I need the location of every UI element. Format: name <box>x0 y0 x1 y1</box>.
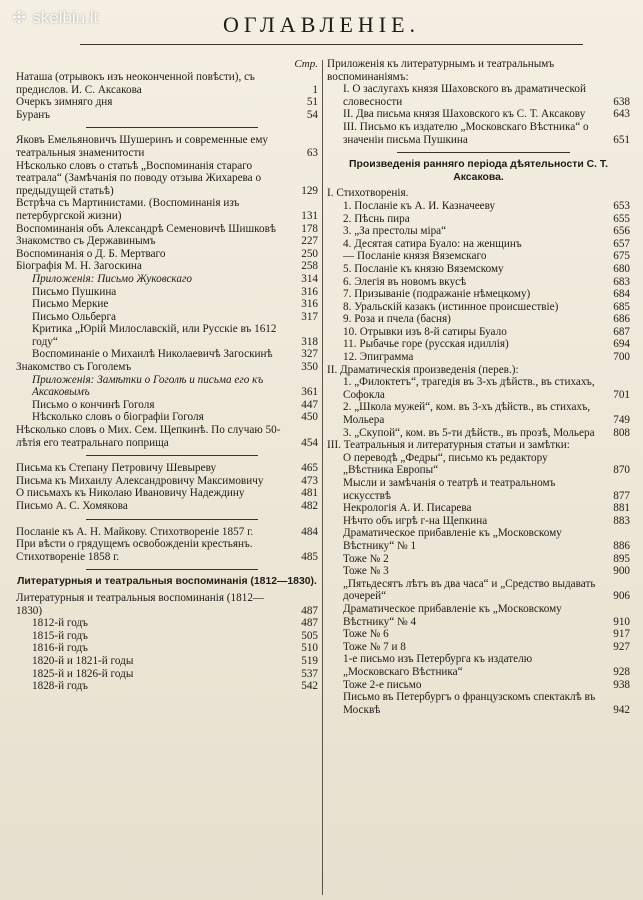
entry-title: Знакомство съ Державинымъ <box>16 235 156 248</box>
page-number: 131 <box>301 209 318 222</box>
page-number: 877 <box>613 489 630 502</box>
page-title: ОГЛАВЛЕНІЕ. <box>222 12 421 37</box>
divider <box>86 519 258 520</box>
entry-title: 4. Десятая сатира Буало: на женщинъ <box>343 237 522 250</box>
page-number: 694 <box>613 338 630 351</box>
left-column <box>16 58 318 693</box>
page-number: 680 <box>613 262 630 275</box>
entry-title: Нѣсколько словъ о біографіи Гоголя <box>32 411 204 424</box>
toc-entry <box>16 160 318 198</box>
page-number: 928 <box>613 665 630 678</box>
page-number: 178 <box>301 222 318 235</box>
toc-entry <box>16 323 318 348</box>
toc-entry <box>327 691 630 716</box>
toc-entry <box>327 653 630 678</box>
page-number: 656 <box>613 225 630 238</box>
toc-entry <box>16 96 318 109</box>
toc-entry <box>327 401 630 426</box>
toc-entry <box>327 477 630 502</box>
entry-title: При вѣсти о грядущемъ освобожденіи крестьянъ. Стихотвореніе 1858 г. <box>16 538 253 563</box>
toc-entry <box>327 326 630 339</box>
toc-entry <box>327 288 630 301</box>
page-number: 465 <box>301 462 318 475</box>
toc-entry <box>327 641 630 654</box>
entry-title: Письмо А. С. Хомякова <box>16 500 128 512</box>
toc-entry <box>327 225 630 238</box>
watermark-text: skelbiu.lt <box>32 8 99 27</box>
entry-title: 1820-й и 1821-й годы <box>32 654 134 667</box>
entry-title: Воспоминаніе о Михаилѣ Николаевичѣ Загоскинѣ <box>32 348 273 361</box>
toc-entry <box>16 311 318 324</box>
page-number: 700 <box>613 351 630 364</box>
entry-title: Нѣсколько словъ о статьѣ „Воспоминанія стараго театрала“ (Замѣчанія по поводу отзыва Жихарева о предыдущей статьѣ) <box>16 159 262 197</box>
entry-title: Драматическое прибавленіе къ „Московскому Вѣстнику“ № 1 <box>343 527 562 552</box>
toc-entry <box>327 452 630 477</box>
entry-title: 1. Посланіе къ А. И. Казначееву <box>343 199 496 212</box>
page-number: 684 <box>613 288 630 301</box>
column-divider <box>322 60 323 895</box>
toc-entry <box>327 502 630 515</box>
page-number: 316 <box>301 285 318 298</box>
toc-entry <box>327 213 630 226</box>
page-number: 317 <box>301 310 318 323</box>
toc-entry <box>16 642 318 655</box>
page-number: 250 <box>301 247 318 260</box>
page-number: 505 <box>301 629 318 642</box>
entry-title: Литературныя и театральныя воспоминанія (1812—1830) <box>16 591 265 617</box>
page-number: 687 <box>613 325 630 338</box>
toc-entry <box>16 411 318 424</box>
drama-title: II. Драматическія произведенія (перев.): <box>327 363 519 376</box>
entry-title: Тоже № 2 <box>343 552 389 565</box>
entry-title: II. Два письма князя Шаховского къ С. Т. Аксакову <box>343 108 586 121</box>
page-number: 482 <box>301 500 318 512</box>
entry-title: Нѣсколько словъ о Мих. Сем. Щепкинѣ. По случаю 50-лѣтія его театральнаго поприща <box>16 424 281 449</box>
toc-entry <box>16 273 318 286</box>
entry-title: Воспоминанія о Д. Б. Мертваго <box>16 247 166 260</box>
left-group-4 <box>16 526 318 564</box>
entry-title: Письма къ Степану Петровичу Шевыреву <box>16 462 217 475</box>
page-number: 129 <box>301 184 318 197</box>
toc-entry <box>16 538 318 563</box>
page-number: 51 <box>306 96 318 109</box>
toc-entry <box>16 298 318 311</box>
entry-title: Приложенія: Письмо Жуковскаго <box>32 272 192 285</box>
entry-title: Письмо въ Петербургъ о французскомъ спектаклѣ въ Москвѣ <box>343 691 596 716</box>
entry-title: 9. Роза и пчела (басня) <box>343 313 451 326</box>
entry-title: Біографія М. Н. Загоскина <box>16 260 142 273</box>
section-heading: Литературныя и театральныя воспоминанія (1812—1830). <box>17 576 317 588</box>
page-number: 227 <box>301 235 318 248</box>
page-number: 450 <box>301 411 318 424</box>
toc-entry <box>327 376 630 401</box>
entry-title: 2. Пѣснь пира <box>343 212 410 225</box>
entry-title: Яковъ Емельяновичъ Шушеринъ и современные ему театральныя знаменитости <box>16 134 269 159</box>
drama-list <box>327 376 630 439</box>
entry-title: Письмо Ольберга <box>32 310 117 323</box>
page-number: 651 <box>613 133 630 146</box>
page-number: 701 <box>613 388 630 401</box>
snowflake-icon: ❉ <box>12 8 27 27</box>
toc-entry <box>16 526 318 539</box>
poems-list <box>327 200 630 364</box>
toc-entry <box>16 361 318 374</box>
entry-title: О переводѣ „Федры“, письмо къ редактору „Вѣстника Европы“ <box>343 451 548 477</box>
toc-entry <box>16 235 318 248</box>
page-number: 638 <box>613 95 630 108</box>
entry-title: Письма къ Михаилу Александровичу Максимовичу <box>16 474 264 487</box>
page-number: 542 <box>301 680 318 693</box>
entry-title: Приложенія къ литературнымъ и театральнымъ воспоминаніямъ: <box>327 58 555 83</box>
entry-title: Знакомство съ Гоголемъ <box>16 361 132 374</box>
entry-title: 1. „Филоктетъ“, трагедія въ 3-хъ дѣйств., въ стихахъ, Софокла <box>343 376 595 401</box>
page-number: 487 <box>301 604 318 617</box>
title-rule <box>80 44 583 45</box>
entry-title: „Пятьдесятъ лѣтъ въ два часа“ и „Средство выдавать дочерей“ <box>343 577 596 603</box>
page-number: 917 <box>613 628 630 641</box>
entry-title: Очеркъ зимняго дня <box>16 96 113 109</box>
toc-entry <box>16 680 318 693</box>
entry-title: 8. Уральскій казакъ (истинное происшествіе) <box>343 300 559 313</box>
left-group-2 <box>16 134 318 449</box>
entry-title: 6. Элегія въ новомъ вкусѣ <box>343 275 467 288</box>
toc-entry <box>16 487 318 500</box>
toc-entry <box>16 109 318 122</box>
toc-entry <box>327 58 630 83</box>
toc-entry <box>16 71 318 96</box>
page-number: 685 <box>613 300 630 313</box>
entry-title: Драматическое прибавленіе къ „Московскому Вѣстнику“ № 4 <box>343 602 562 628</box>
page-number: 886 <box>613 539 630 552</box>
page-number: 927 <box>613 640 630 653</box>
entry-title: Нѣчто объ игрѣ г-на Щепкина <box>343 514 488 527</box>
entry-title: Письмо Меркие <box>32 298 109 311</box>
toc-entry <box>327 121 630 146</box>
page-number: 454 <box>301 436 318 449</box>
divider <box>86 569 258 570</box>
toc-entry <box>327 83 630 108</box>
toc-entry <box>16 197 318 222</box>
toc-entry <box>16 617 318 630</box>
toc-entry <box>327 628 630 641</box>
poems-title: I. Стихотворенія. <box>327 187 409 200</box>
entry-title: III. Письмо къ издателю „Московскаго Вѣстника“ о значеніи письма Пушкина <box>343 120 589 146</box>
page-number: 883 <box>613 514 630 527</box>
entry-title: — Посланіе князя Вяземскаго <box>343 250 487 263</box>
divider <box>86 455 258 456</box>
toc-entry <box>327 108 630 121</box>
toc-entry <box>327 250 630 263</box>
section-heading: Произведенія ранняго періода дѣятельности С. Т. Аксакова. <box>349 159 608 183</box>
page-number: 314 <box>301 272 318 285</box>
page-number: 54 <box>306 108 318 121</box>
entry-title: 10. Отрывки изъ 8-й сатиры Буало <box>343 325 507 338</box>
toc-entry <box>16 348 318 361</box>
entry-title: 1-е письмо изъ Петербурга къ издателю „Московскаго Вѣстника“ <box>343 653 533 678</box>
toc-entry <box>327 238 630 251</box>
page-number: 895 <box>613 552 630 565</box>
toc-entry <box>327 313 630 326</box>
page-number: 870 <box>613 464 630 477</box>
entry-title: Тоже № 3 <box>343 565 389 578</box>
left-group-1 <box>16 71 318 121</box>
page-number: 900 <box>613 565 630 578</box>
toc-entry <box>327 565 630 578</box>
divider <box>397 152 570 153</box>
toc-entry <box>327 200 630 213</box>
toc-entry <box>16 424 318 449</box>
page-number: 653 <box>613 199 630 212</box>
toc-entry <box>16 655 318 668</box>
page-number: 906 <box>613 590 630 603</box>
toc-entry <box>16 223 318 236</box>
entry-title: Наташа (отрывокъ изъ неоконченной повѣсти), съ предислов. И. С. Аксакова <box>16 71 255 96</box>
toc-entry <box>327 301 630 314</box>
toc-entry <box>327 351 630 364</box>
page-number: 910 <box>613 615 630 628</box>
toc-entry <box>16 399 318 412</box>
right-group-1 <box>327 58 630 146</box>
toc-entry <box>16 260 318 273</box>
page-number: 657 <box>613 237 630 250</box>
page-number: 643 <box>613 108 630 121</box>
toc-entry <box>327 263 630 276</box>
toc-entry <box>327 679 630 692</box>
entry-title: I. О заслугахъ князя Шаховского въ драматической словесности <box>343 83 586 108</box>
entry-title: 3. „Скупой“, ком. въ 5-ти дѣйств., въ прозѣ, Мольера <box>343 426 595 439</box>
left-group-3 <box>16 462 318 512</box>
entry-title: 12. Эпиграмма <box>343 351 414 364</box>
entry-title: 1812-й годъ <box>32 617 88 630</box>
page-number: 510 <box>301 642 318 655</box>
page-label: Стр. <box>294 58 318 70</box>
entry-title: 5. Посланіе къ князю Вяземскому <box>343 262 504 275</box>
entry-title: 1815-й годъ <box>32 629 88 642</box>
page-number: 749 <box>613 414 630 427</box>
entry-title: Воспоминанія объ Александрѣ Семеновичѣ Шишковѣ <box>16 222 276 235</box>
entry-title: Встрѣча съ Мартинистами. (Воспоминанія изъ петербургской жизни) <box>16 197 240 222</box>
page-number: 350 <box>301 361 318 374</box>
toc-entry <box>327 553 630 566</box>
entry-title: 1828-й годъ <box>32 680 88 693</box>
page-number: 487 <box>301 617 318 630</box>
page-number: 361 <box>301 386 318 399</box>
page-number: 537 <box>301 667 318 680</box>
toc-entry <box>16 462 318 475</box>
articles-title: III. Театральныя и литературныя статьи и замѣтки: <box>327 439 570 452</box>
toc-entry <box>16 248 318 261</box>
entry-title: 7. Призываніе (подражаніе нѣмецкому) <box>343 288 531 301</box>
left-group-5 <box>16 592 318 693</box>
toc-entry <box>16 286 318 299</box>
entry-title: 1825-й и 1826-й годы <box>32 667 134 680</box>
toc-entry <box>16 475 318 488</box>
entry-title: О письмахъ къ Николаю Ивановичу Надеждину <box>16 487 245 500</box>
entry-title: Тоже № 7 и 8 <box>343 640 406 653</box>
toc-entry <box>16 592 318 617</box>
page-number: 473 <box>301 474 318 487</box>
page-number: 1 <box>312 83 318 96</box>
toc-entry <box>16 668 318 681</box>
page-number: 485 <box>301 550 318 563</box>
page-number: 938 <box>613 678 630 691</box>
page-number: 881 <box>613 502 630 515</box>
toc-entry <box>327 338 630 351</box>
page-number: 808 <box>613 426 630 439</box>
articles-list <box>327 452 630 716</box>
entry-title: 2. „Школа мужей“, ком. въ 3-хъ дѣйств., въ стихахъ, Мольера <box>343 401 591 427</box>
toc-entry <box>16 630 318 643</box>
page-number: 686 <box>613 313 630 326</box>
toc-entry <box>327 578 630 603</box>
toc-entry <box>16 500 318 513</box>
page-number: 481 <box>301 487 318 500</box>
page-number: 655 <box>613 212 630 225</box>
entry-title: Письмо о кончинѣ Гоголя <box>32 398 155 411</box>
entry-title: Приложенія: Замѣтки о Гоголѣ и письма его къ Аксаковымъ <box>32 373 264 399</box>
entry-title: 1816-й годъ <box>32 642 88 655</box>
entry-title: Буранъ <box>16 108 51 121</box>
page-number: 675 <box>613 250 630 263</box>
entry-title: Мысли и замѣчанія о театрѣ и театральномъ искусствѣ <box>343 477 556 502</box>
toc-entry <box>327 527 630 552</box>
entry-title: Посланіе къ А. Н. Майкову. Стихотвореніе 1857 г. <box>16 525 254 538</box>
entry-title: 11. Рыбачье горе (русская идиллія) <box>343 338 509 351</box>
divider <box>86 127 258 128</box>
toc-entry <box>327 276 630 289</box>
page-number: 316 <box>301 298 318 311</box>
entry-title: Тоже № 6 <box>343 628 389 641</box>
entry-title: Некрологія А. И. Писарева <box>343 502 472 515</box>
entry-title: 3. „За престолы міра“ <box>343 225 447 238</box>
page-number: 519 <box>301 654 318 667</box>
page-number: 258 <box>301 260 318 273</box>
page-number: 484 <box>301 525 318 538</box>
toc-entry <box>16 134 318 159</box>
toc-entry <box>16 374 318 399</box>
page-number: 942 <box>613 703 630 716</box>
page-number: 447 <box>301 398 318 411</box>
page-number: 63 <box>306 146 318 159</box>
toc-entry <box>327 515 630 528</box>
page-number: 683 <box>613 275 630 288</box>
entry-title: Критика „Юрій Милославскій, или Русскіе въ 1612 году“ <box>32 323 277 348</box>
page-number: 327 <box>301 348 318 361</box>
right-column <box>327 58 630 716</box>
toc-entry <box>327 603 630 628</box>
toc-entry <box>327 427 630 440</box>
entry-title: Тоже 2-е письмо <box>343 678 422 691</box>
entry-title: Письмо Пушкина <box>32 285 117 298</box>
page-number: 318 <box>301 335 318 348</box>
